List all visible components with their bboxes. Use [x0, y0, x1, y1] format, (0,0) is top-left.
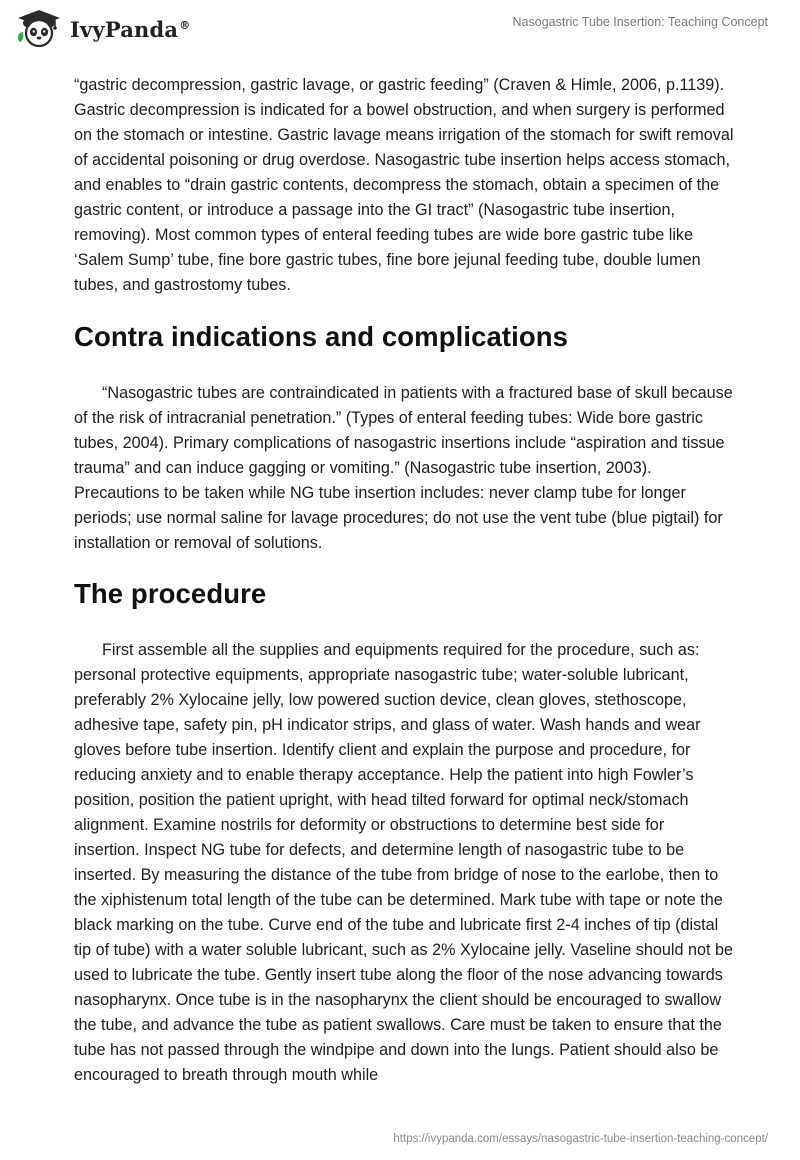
brand-logo[interactable]: [14, 8, 190, 50]
paragraph-intro: “gastric decompression, gastric lavage, or gastric feeding” (Craven & Himle, 2006, p.1139). Gastric decompression is indicated for a bowel obstruction, and when surgery is performed on the stomach or intestine. Gastric lavage means irrigation of the stomach for swift removal of accidental poisoning or drug overdose. Nasogastric tube insertion helps access stomach, and enables to “drain gastric contents, decompress the stomach, obtain a specimen of the gastric content, or introduce a passage into the GI tract” (Nasogastric tube insertion, removing). Most common types of enteral feeding tubes are wide bore gastric tube like ‘Salem Sump’ tube, fine bore gastric tubes, fine bore jejunal feeding tube, double lumen tubes, and gastrostomy tubes.: [74, 76, 734, 294]
paragraph-contra-indications: “Nasogastric tubes are contraindicated in patients with a fractured base of skull because of the risk of intracranial penetration.” (Types of enteral feeding tubes: Wide bore gastric tubes, 2004). Primary complications of nasogastric insertions include “aspiration and tissue trauma” and can induce gagging or vomiting.” (Nasogastric tube insertion, 2003). Precautions to be taken while NG tube insertion includes: never clamp tube for longer periods; use normal saline for lavage procedures; do not use the vent tube (blue pigtail) for installation or removal of solutions.: [74, 384, 733, 552]
brand-name: [70, 17, 190, 42]
heading-contra-indications: Contra indications and complications: [74, 321, 569, 352]
panda-graduate-icon: [14, 8, 64, 50]
paragraph-procedure: First assemble all the supplies and equipments required for the procedure, such as: personal protective equipments, appropriate nasogastric tube; water-soluble lubricant, preferably 2% Xylocaine jelly, low powered suction device, clean gloves, stethoscope, adhesive tape, safety pin, pH indicator strips, and glass of water. Wash hands and wear gloves before tube insertion. Identify client and explain the purpose and procedure, for reducing anxiety and to enable therapy acceptance. Help the patient into high Fowler’s position, position the patient upright, with head tilted forward for optimal neck/stomach alignment. Examine nostrils for deformity or obstructions to determine best side for insertion. Inspect NG tube for defects, and determine length of nasogastric tube to be inserted. By measuring the distance of the tube from bridge of nose to the earlobe, then to the xiphistenum total length of the tube can be determined. Mark tube with tape or note the black marking on the tube. Curve end of the tube and lubricate first 2-4 inches of tip (distal tip of tube) with a water soluble lubricant, such as 2% Xylocaine jelly. Vaseline should not be used to lubricate the tube. Gently insert tube along the floor of the nose advancing towards nasopharynx. Once tube is in the nasopharynx the client should be encouraged to swallow the tube, and advance the tube as patient swallows. Care must be taken to ensure that the tube has not passed through the windpipe and down into the lungs. Patient should also be encouraged to breath through mouth while: [74, 641, 733, 1084]
document-title: Nasogastric Tube Insertion: Teaching Concept: [512, 15, 768, 29]
source-url[interactable]: https://ivypanda.com/essays/nasogastric-tube-insertion-teaching-concept/: [393, 1133, 768, 1145]
essay-content: [74, 73, 734, 1088]
page-header: [0, 0, 800, 70]
registered-mark: ®: [179, 18, 191, 32]
brand-text: IvyPanda: [70, 16, 179, 42]
heading-procedure: The procedure: [74, 578, 267, 609]
